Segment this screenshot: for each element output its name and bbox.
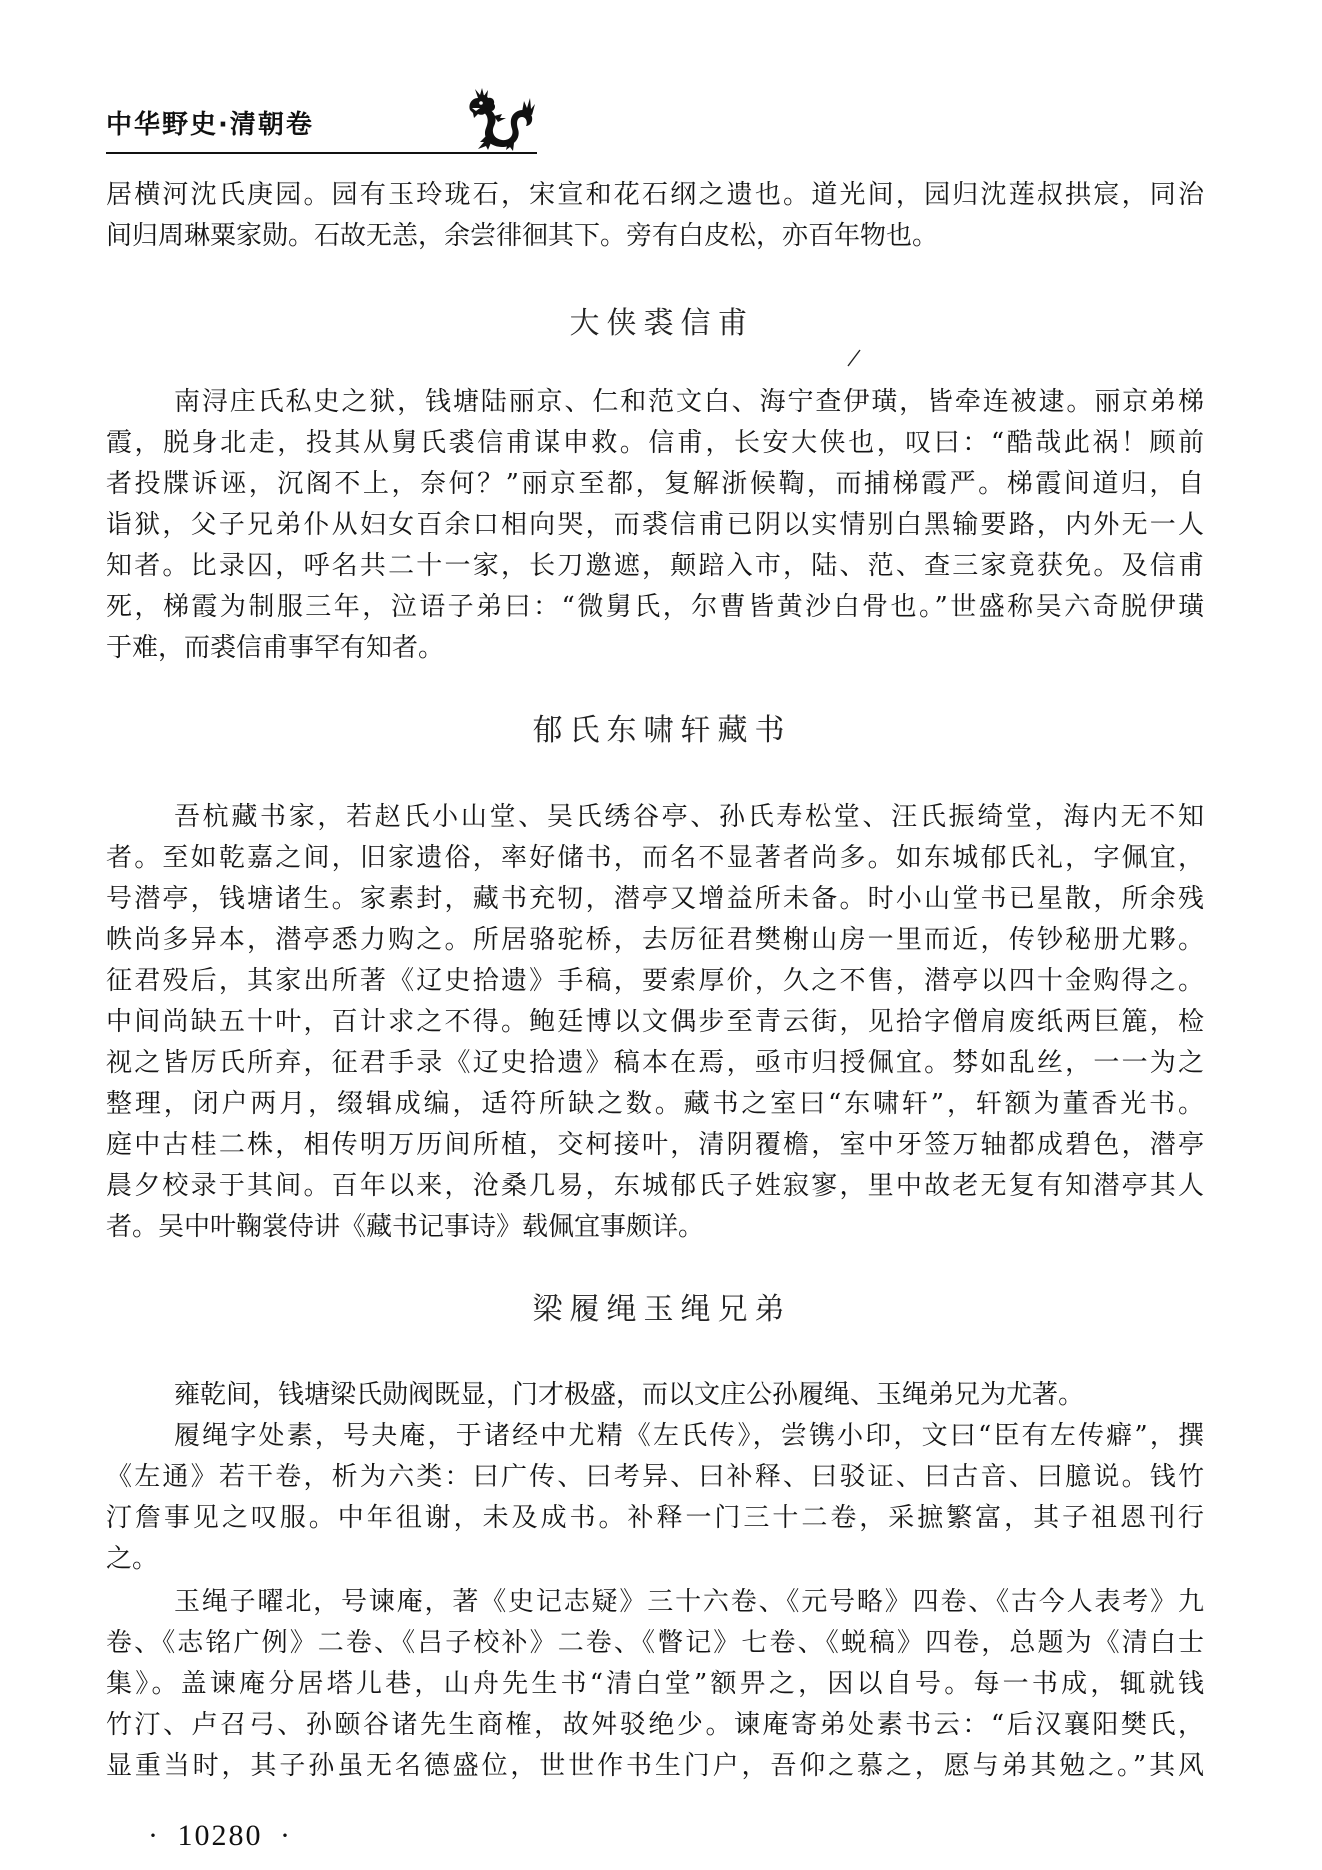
paragraph bbox=[106, 382, 1204, 669]
text-line: 玉绳子曜北，号谏庵，著《史记志疑》三十六卷、《元号略》四卷、《古今人表考》九 bbox=[174, 1587, 1204, 1617]
header-rule bbox=[106, 152, 537, 154]
text-line: 《左通》若干卷，析为六类：曰广传、曰考异、曰补释、曰驳证、曰古音、曰臆说。钱竹 bbox=[106, 1462, 1204, 1492]
text-line: 竹汀、卢召弓、孙颐谷诸先生商榷，故舛驳绝少。谏庵寄弟处素书云：“后汉襄阳樊氏， bbox=[106, 1710, 1204, 1740]
text-line: 死，梯霞为制服三年，泣语子弟曰：“微舅氏，尔曹皆黄沙白骨也。”世盛称吴六奇脱伊璜 bbox=[106, 592, 1204, 622]
series-title: 中华野史·清朝卷 bbox=[106, 110, 314, 140]
pen-mark bbox=[846, 348, 862, 368]
text-line: 晨夕校录于其间。百年以来，沧桑几易，东城郁氏子姓寂寥，里中故老无复有知潜亭其人 bbox=[106, 1171, 1204, 1201]
text-line: 履绳字处素，号夬庵，于诸经中尤精《左氏传》，尝镌小印，文曰“臣有左传癖”，撰 bbox=[174, 1421, 1204, 1451]
text-line: 视之皆厉氏所弃，征君手录《辽史拾遗》稿本在焉，亟市归授佩宜。棼如乱丝，一一为之 bbox=[106, 1048, 1204, 1078]
text-line: 集》。盖谏庵分居塔儿巷，山舟先生书“清白堂”额畀之，因以自号。每一书成，辄就钱 bbox=[106, 1669, 1204, 1699]
section-title: 梁履绳玉绳兄弟 bbox=[532, 1292, 792, 1327]
text-line: 显重当时，其子孙虽无名德盛位，世世作书生门户，吾仰之慕之，愿与弟其勉之。”其风 bbox=[106, 1751, 1204, 1781]
text-line: 卷、《志铭广例》二卷、《吕子校补》二卷、《瞥记》七卷、《蜕稿》四卷，总题为《清白士 bbox=[106, 1628, 1204, 1658]
paragraph bbox=[106, 175, 1204, 257]
text-line: 庭中古桂二株，相传明万历间所植，交柯接叶，清阴覆檐，室中牙签万轴都成碧色，潜亭 bbox=[106, 1130, 1204, 1160]
text-line: 南浔庄氏私史之狱，钱塘陆丽京、仁和范文白、海宁查伊璜，皆牵连被逮。丽京弟梯 bbox=[174, 387, 1204, 417]
dragon-logo-icon bbox=[466, 86, 536, 152]
paragraph bbox=[106, 1375, 1204, 1416]
text-line: 中间尚缺五十叶，百计求之不得。鲍廷博以文偶步至青云街，见拾字僧肩废纸两巨簏，检 bbox=[106, 1007, 1204, 1037]
paragraph bbox=[106, 1582, 1204, 1787]
text-line: 吾杭藏书家，若赵氏小山堂、吴氏绣谷亭、孙氏寿松堂、汪氏振绮堂，海内无不知 bbox=[174, 802, 1204, 832]
text-line: 帙尚多异本，潜亭悉力购之。所居骆驼桥，去厉征君樊榭山房一里而近，传钞秘册尤夥。 bbox=[106, 925, 1204, 955]
page-number: · 10280 · bbox=[148, 1819, 292, 1852]
text-line: 诣狱，父子兄弟仆从妇女百余口相向哭，而裘信甫已阴以实情别白黑输要路，内外无一人 bbox=[106, 510, 1204, 540]
text-line: 之。 bbox=[106, 1544, 159, 1574]
text-line: 者。至如乾嘉之间，旧家遗俗，率好储书，而名不显著者尚多。如东城郁氏礼，字佩宜， bbox=[106, 843, 1204, 873]
paragraph bbox=[106, 1416, 1204, 1580]
text-line: 者投牒诉诬，沉阁不上，奈何？”丽京至都，复解浙候鞫，而捕梯霞严。梯霞间道归，自 bbox=[106, 469, 1204, 499]
text-line: 间归周琳粟家勋。石故无恙，余尝徘徊其下。旁有白皮松，亦百年物也。 bbox=[106, 221, 939, 251]
section-title: 大侠裘信甫 bbox=[569, 306, 755, 341]
text-line: 于难，而裘信甫事罕有知者。 bbox=[106, 633, 445, 663]
text-line: 者。吴中叶鞠裳侍讲《藏书记事诗》载佩宜事颇详。 bbox=[106, 1212, 705, 1242]
text-line: 整理，闭户两月，缀辑成编，适符所缺之数。藏书之室曰“东啸轩”，轩额为董香光书。 bbox=[106, 1089, 1204, 1119]
text-line: 知者。比录囚，呼名共二十一家，长刀邀遮，颠踣入市，陆、范、查三家竟获免。及信甫 bbox=[106, 551, 1204, 581]
text-line: 汀詹事见之叹服。中年徂谢，未及成书。补释一门三十二卷，采摭繁富，其子祖恩刊行 bbox=[106, 1503, 1204, 1533]
paragraph bbox=[106, 797, 1204, 1248]
text-line: 居横河沈氏庚园。园有玉玲珑石，宋宣和花石纲之遗也。道光间，园归沈莲叔拱宸，同治 bbox=[106, 180, 1204, 210]
text-line: 雍乾间，钱塘梁氏勋阀既显，门才极盛，而以文庄公孙履绳、玉绳弟兄为尤著。 bbox=[174, 1380, 1085, 1410]
text-line: 霞，脱身北走，投其从舅氏裘信甫谋申救。信甫，长安大侠也，叹曰：“酷哉此祸！顾前 bbox=[106, 428, 1204, 458]
text-line: 号潜亭，钱塘诸生。家素封，藏书充牣，潜亭又增益所未备。时小山堂书已星散，所余残 bbox=[106, 884, 1204, 914]
text-line: 征君殁后，其家出所著《辽史拾遗》手稿，要索厚价，久之不售，潜亭以四十金购得之。 bbox=[106, 966, 1204, 996]
section-title: 郁氏东啸轩藏书 bbox=[532, 713, 792, 748]
